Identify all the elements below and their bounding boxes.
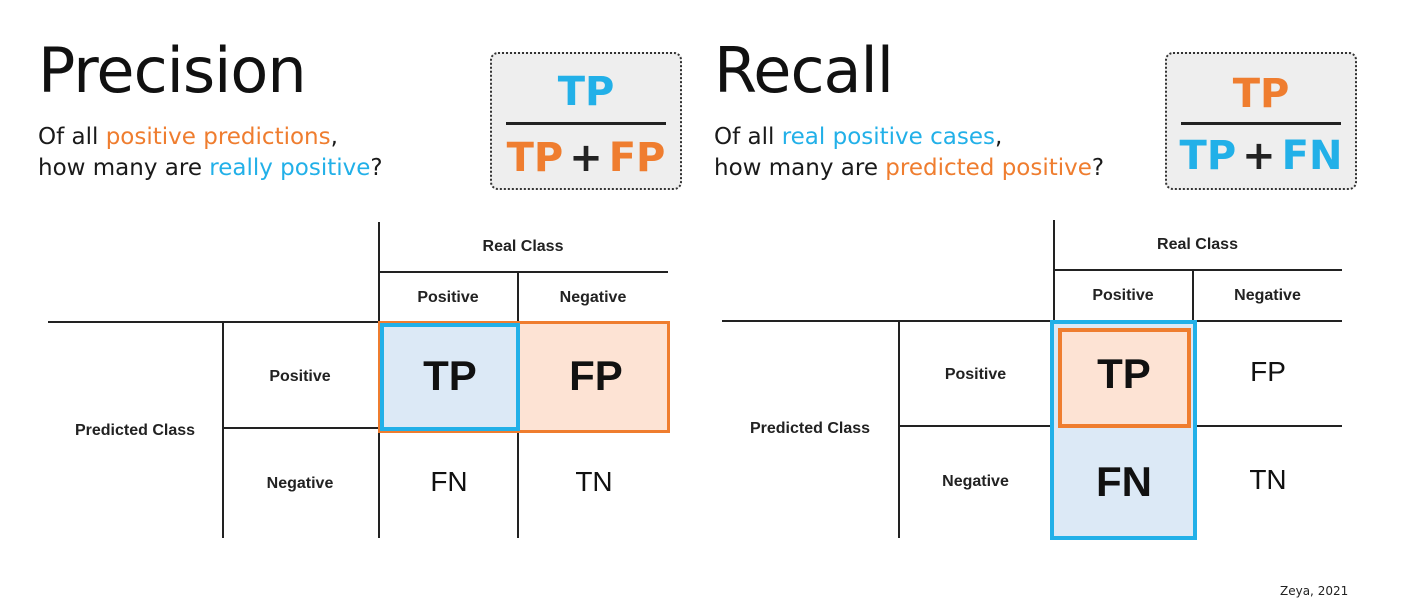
recall-den-fn: FN: [1281, 133, 1343, 179]
precision-denominator: [492, 135, 680, 181]
recall-q-line2-prefix: how many are: [714, 155, 886, 181]
precision-q-prefix: Of all: [38, 124, 106, 150]
recall-q-highlight-predicted-positive: predicted positive: [885, 155, 1092, 181]
pm-hline-header: [378, 271, 668, 273]
precision-formula-box: [490, 52, 682, 190]
pm-fp: FP: [569, 352, 623, 399]
recall-formula-box: [1165, 52, 1357, 190]
rm-col-positive: Positive: [1092, 287, 1154, 304]
recall-q-comma: ,: [994, 124, 1003, 150]
precision-q-suffix: ?: [370, 155, 383, 181]
recall-q-highlight-real-positive-cases: real positive cases: [781, 124, 995, 150]
recall-fraction-bar: [1181, 122, 1341, 125]
pm-fn: FN: [430, 466, 468, 497]
precision-den-fp: FP: [608, 135, 666, 181]
recall-question: [714, 122, 1104, 184]
precision-fraction-bar: [506, 122, 666, 125]
rm-hline-top: [722, 320, 1342, 322]
rm-hline-header: [1053, 269, 1342, 271]
rm-tp: TP: [1097, 350, 1151, 397]
rm-vline-0: [898, 321, 900, 538]
rm-predicted-class-header: Predicted Class: [749, 420, 871, 437]
pm-row-positive: Positive: [269, 368, 331, 385]
recall-title: Recall: [714, 34, 893, 107]
rm-row-positive: Positive: [944, 366, 1007, 383]
precision-q-highlight-really-positive: really positive: [209, 155, 371, 181]
recall-den-tp: TP: [1179, 133, 1237, 179]
rm-tn: TN: [1249, 464, 1287, 495]
pm-real-class-header: Real Class: [482, 238, 564, 255]
pm-row-negative: Negative: [266, 475, 334, 492]
precision-numerator: TP: [557, 69, 615, 115]
precision-q-line2-prefix: how many are: [38, 155, 210, 181]
recall-q-suffix: ?: [1091, 155, 1105, 181]
recall-numerator: TP: [1232, 71, 1290, 117]
pm-tp: TP: [423, 352, 477, 399]
recall-den-plus: +: [1242, 133, 1276, 179]
precision-question: [38, 122, 383, 184]
precision-title: Precision: [38, 34, 306, 107]
rm-fn: FN: [1096, 458, 1152, 505]
precision-q-comma: ,: [330, 124, 338, 150]
rm-row-negative: Negative: [942, 473, 1009, 490]
precision-den-tp: TP: [506, 135, 564, 181]
recall-q-prefix: Of all: [714, 124, 782, 150]
pm-col-positive: Positive: [417, 289, 479, 306]
recall-denominator: [1167, 133, 1355, 179]
precision-q-highlight-positive-predictions: positive predictions: [105, 124, 331, 150]
pm-col-negative: Negative: [559, 289, 627, 306]
rm-col-negative: Negative: [1234, 287, 1301, 304]
pm-tn: TN: [575, 466, 613, 497]
rm-fp: FP: [1250, 356, 1286, 387]
rm-real-class-header: Real Class: [1157, 236, 1238, 253]
precision-den-plus: +: [569, 135, 603, 181]
credit-text: Zeya, 2021: [1280, 584, 1349, 598]
pm-predicted-class-header: Predicted Class: [74, 422, 196, 439]
pm-vline-0: [222, 322, 224, 538]
